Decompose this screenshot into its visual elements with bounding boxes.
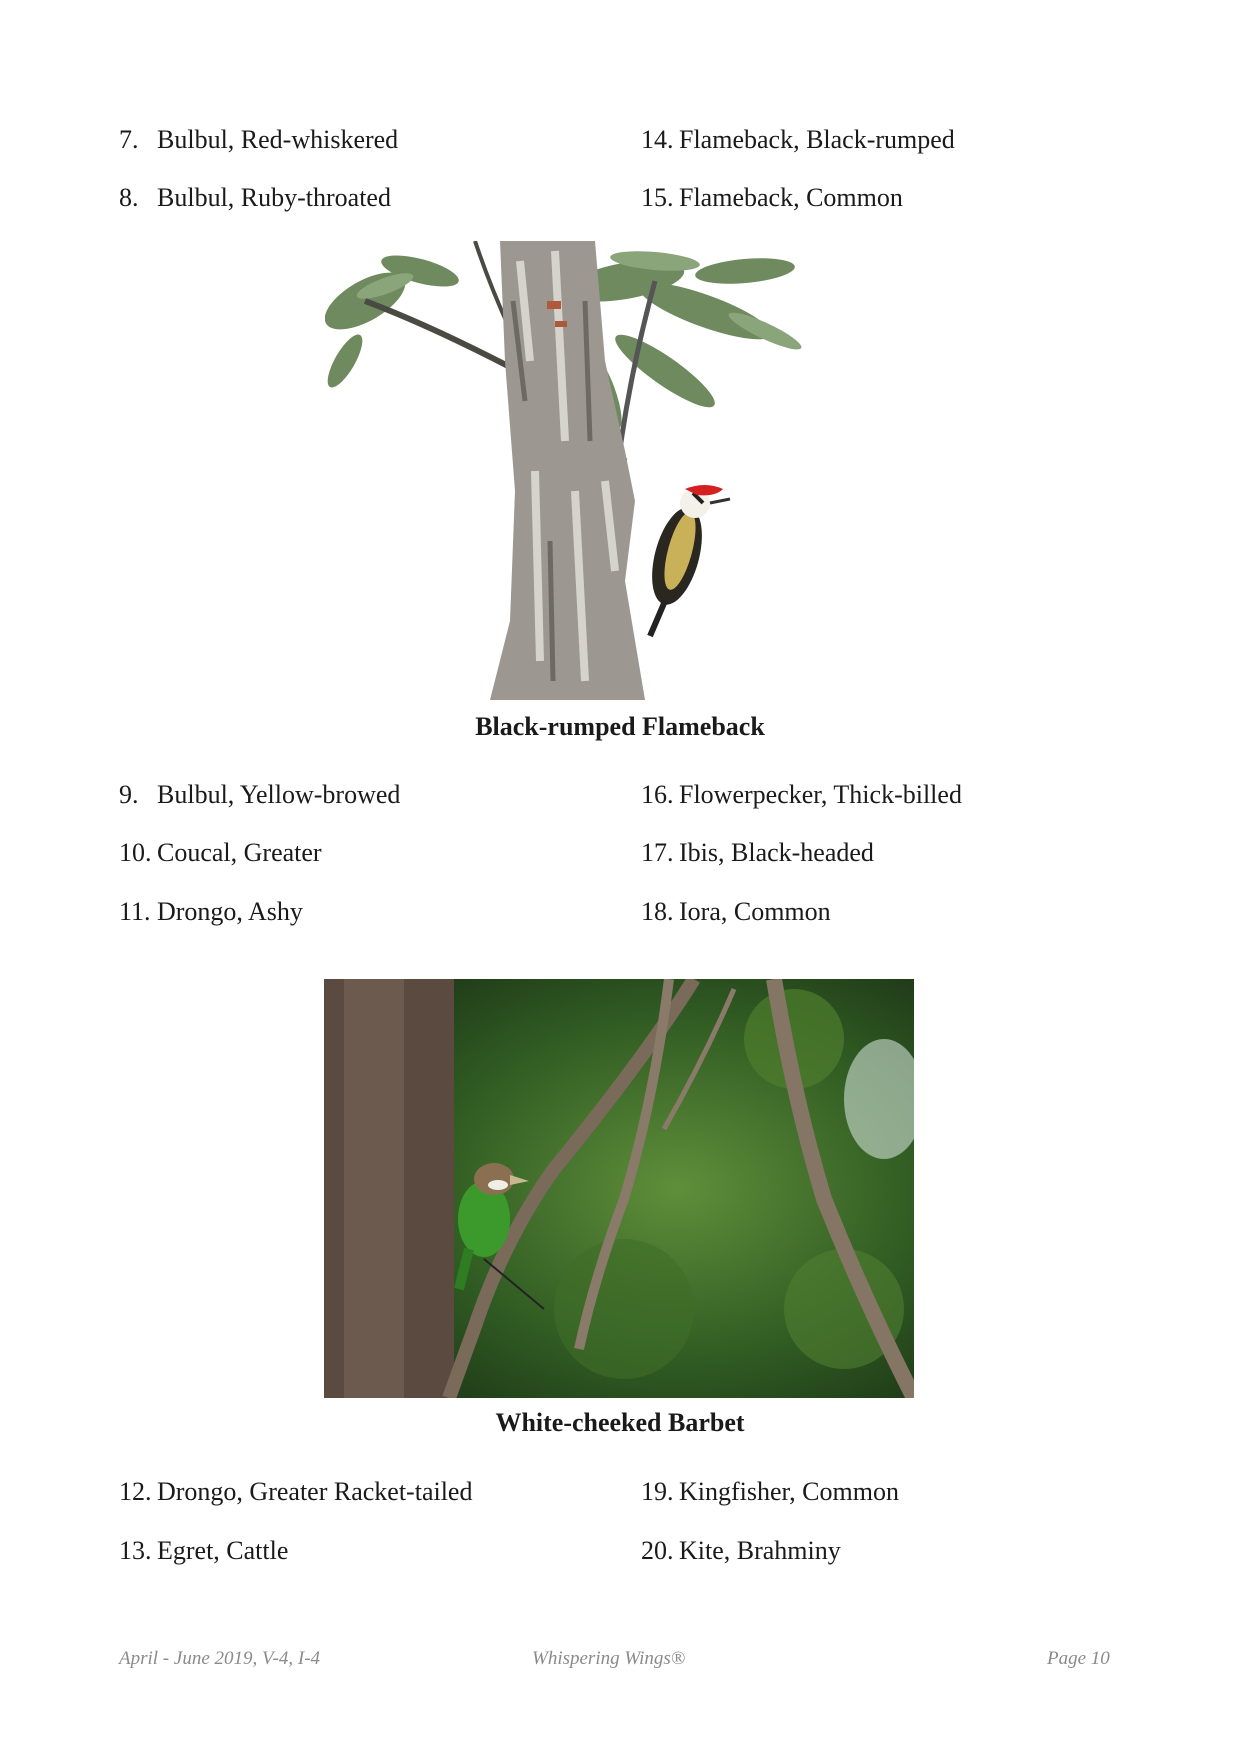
list-item: 8. Bulbul, Ruby-throated — [119, 183, 391, 212]
list-item: 17. Ibis, Black-headed — [641, 838, 874, 867]
figure-caption: Black-rumped Flameback — [475, 712, 765, 741]
list-item: 11. Drongo, Ashy — [119, 897, 303, 926]
figure-caption: White-cheeked Barbet — [495, 1408, 745, 1437]
list-item: 16. Flowerpecker, Thick-billed — [641, 780, 962, 809]
footer-issue: April - June 2019, V-4, I-4 — [119, 1648, 321, 1669]
list-item: 12. Drongo, Greater Racket-tailed — [119, 1477, 473, 1506]
list-item: 13. Egret, Cattle — [119, 1536, 289, 1565]
list-item: 19. Kingfisher, Common — [641, 1477, 899, 1506]
list-item: 9. Bulbul, Yellow-browed — [119, 780, 401, 809]
list-item: 20. Kite, Brahminy — [641, 1536, 841, 1565]
list-item: 15. Flameback, Common — [641, 183, 903, 212]
list-item: 14. Flameback, Black-rumped — [641, 125, 955, 154]
list-item: 7. Bulbul, Red-whiskered — [119, 125, 399, 154]
list-item: 10. Coucal, Greater — [119, 838, 322, 867]
list-item: 18. Iora, Common — [641, 897, 831, 926]
barbet-photo — [324, 979, 914, 1398]
footer-page-number: Page 10 — [1047, 1648, 1110, 1669]
flameback-photo — [325, 241, 885, 700]
footer-publication: Whispering Wings® — [532, 1648, 686, 1669]
